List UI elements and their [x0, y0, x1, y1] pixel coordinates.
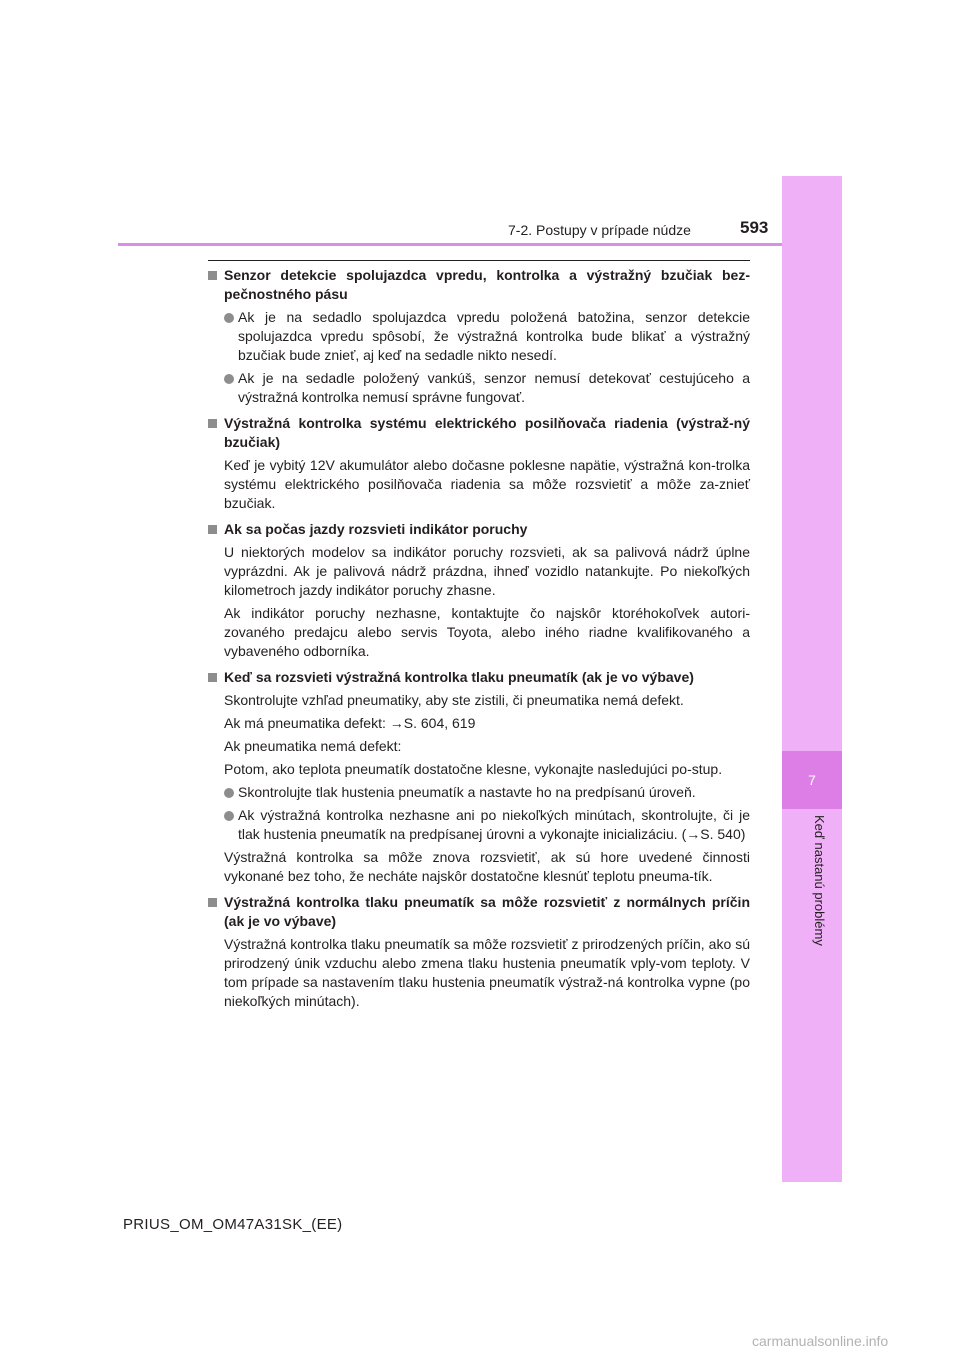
watermark: carmanualsonline.info: [752, 1333, 889, 1349]
section-heading: [208, 414, 750, 452]
circle-bullet-icon: [224, 374, 234, 384]
paragraph: Potom, ako teplota pneumatík dostatočne klesne, vykonajte nasledujúci po-stup.: [224, 761, 723, 777]
chapter-number-tab[interactable]: 7: [782, 751, 842, 809]
section-heading-text: Výstražná kontrolka systému elektrického posilňovača riadenia (výstraž-ný bzučiak): [224, 415, 750, 450]
square-bullet-icon: [208, 419, 217, 428]
paragraph: Výstražná kontrolka tlaku pneumatík sa môže rozsvietiť z prirodzených príčin, ako sú prirodzený únik vzduchu alebo zmena tlaku hustenia pneumatík vply-vom teploty. V tom prípade sa nastavením tlaku hustenia pneumatík výstraž-ná kontrolka vypne (po niekoľkých minútach).: [224, 936, 750, 1009]
square-bullet-icon: [208, 898, 217, 907]
section-heading-text: Keď sa rozsvieti výstražná kontrolka tlaku pneumatík (ak je vo výbave): [224, 669, 694, 685]
square-bullet-icon: [208, 525, 217, 534]
list-item: [208, 308, 750, 365]
content-top-rule: [208, 260, 750, 261]
paragraph: U niektorých modelov sa indikátor poruchy rozsvieti, ak sa palivová nádrž úplne vyprázdni. Ak je palivová nádrž prázdna, ihneď vozidlo natankujte. Po niekoľkých kilometroch jazdy indikátor poruchy zhasne.: [224, 544, 750, 598]
paragraph: Ak pneumatika nemá defekt:: [224, 738, 402, 754]
section-heading-text: Ak sa počas jazdy rozsvieti indikátor poruchy: [224, 521, 528, 537]
document-code: PRIUS_OM_OM47A31SK_(EE): [123, 1216, 343, 1233]
square-bullet-icon: [208, 673, 217, 682]
list-item-text: Ak výstražná kontrolka nezhasne ani po niekoľkých minútach, skontrolujte, či je tlak hustenia pneumatík na predpísanej úrovni a vykonajte inicializáciu. (→S. 540): [238, 807, 750, 842]
paragraph: Skontrolujte vzhľad pneumatiky, aby ste zistili, či pneumatika nemá defekt.: [224, 692, 684, 708]
list-item: [208, 806, 750, 844]
section-heading: [208, 266, 750, 304]
section-heading: [208, 668, 750, 687]
chapter-title-vertical: Keď nastanú problémy: [812, 815, 827, 946]
paragraph: Ak indikátor poruchy nezhasne, kontaktujte čo najskôr ktoréhokoľvek autori-zovaného predajcu alebo servis Toyota, alebo iného riadne kvalifikovaného a vybaveného odborníka.: [224, 605, 750, 659]
header-rule: [118, 243, 782, 246]
page-reference[interactable]: Ak má pneumatika defekt: →S. 604, 619: [224, 715, 476, 731]
header-section-title: 7-2. Postupy v prípade núdze: [508, 222, 691, 238]
list-item-text: Ak je na sedadlo spolujazdca vpredu položená batožina, senzor detekcie spolujazdca vpredu spôsobí, že výstražná kontrolka bude blikať a výstražný bzučiak bude znieť, aj keď na sedadle nikto nesedí.: [238, 309, 750, 363]
list-item-text: Skontrolujte tlak hustenia pneumatík a nastavte ho na predpísanú úroveň.: [238, 784, 696, 800]
chapter-side-tab: [782, 176, 842, 1182]
circle-bullet-icon: [224, 811, 234, 821]
circle-bullet-icon: [224, 313, 234, 323]
list-item: [208, 369, 750, 407]
section-heading-text: Senzor detekcie spolujazdca vpredu, kontrolka a výstražný bzučiak bez-pečnostného pásu: [224, 267, 750, 302]
square-bullet-icon: [208, 271, 217, 280]
list-item: [208, 783, 750, 802]
page-number: 593: [740, 218, 769, 237]
section-heading: [208, 893, 750, 931]
paragraph: Keď je vybitý 12V akumulátor alebo dočasne poklesne napätie, výstražná kon-trolka systému elektrického posilňovača riadenia sa môže rozsvietiť a môže za-znieť bzučiak.: [224, 457, 750, 511]
page-content: [208, 266, 750, 1015]
section-heading-text: Výstražná kontrolka tlaku pneumatík sa môže rozsvietiť z normálnych príčin (ak je vo výbave): [224, 894, 750, 929]
circle-bullet-icon: [224, 788, 234, 798]
list-item-text: Ak je na sedadle položený vankúš, senzor nemusí detekovať cestujúceho a výstražná kontrolka nemusí správne fungovať.: [238, 370, 750, 405]
paragraph: Výstražná kontrolka sa môže znova rozsvietiť, ak sú hore uvedené činnosti vykonané bez toho, že necháte najskôr dostatočne klesnúť teplotu pneuma-tík.: [224, 849, 750, 884]
section-heading: [208, 520, 750, 539]
